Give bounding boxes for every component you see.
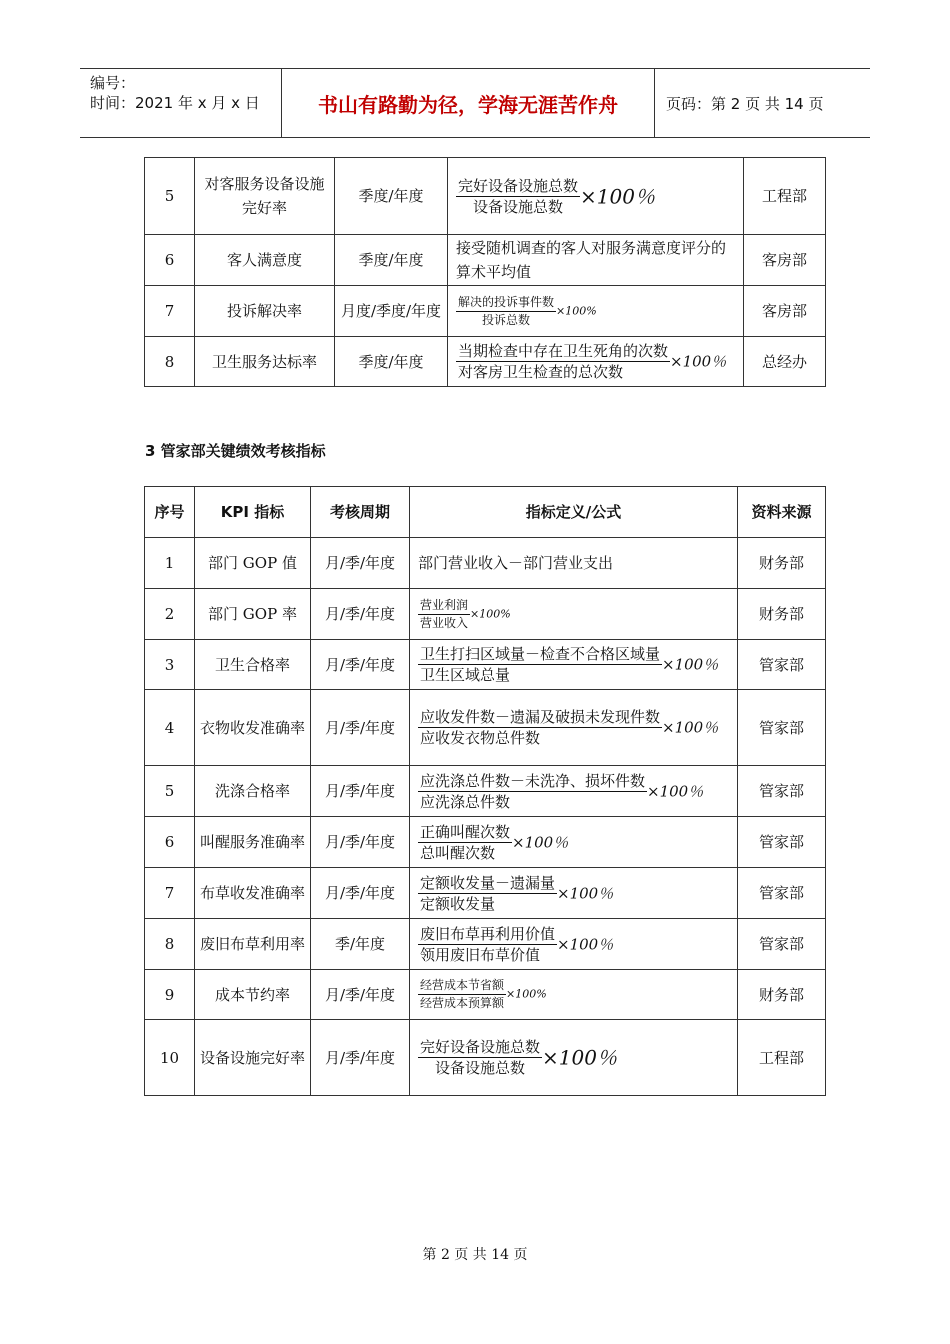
formula-numerator: 应收发件数－遗漏及破损未发现件数 (420, 708, 661, 726)
table-row (145, 1020, 826, 1096)
formula-numerator: 废旧布草再利用价值 (420, 924, 556, 943)
kpi-period: 季度/年度 (335, 337, 448, 387)
kpi-period: 季/年度 (311, 919, 410, 970)
formula-multiplier: ×100％ (670, 352, 727, 371)
kpi-formula (448, 337, 744, 387)
formula-fraction (456, 294, 556, 329)
row-number: 2 (145, 589, 195, 640)
kpi-source: 管家部 (738, 640, 826, 690)
kpi-name: 卫生合格率 (195, 640, 311, 690)
kpi-period: 季度/年度 (335, 158, 448, 235)
housekeeping-kpi-table (144, 486, 826, 1096)
formula-multiplier: ×100% (506, 987, 547, 1001)
kpi-name: 成本节约率 (195, 970, 311, 1020)
table-row (145, 970, 826, 1020)
formula-denominator: 经营成本预算额 (420, 996, 505, 1010)
table-row (145, 817, 826, 868)
doc-number-label: 编号： (90, 74, 136, 92)
kpi-formula (410, 640, 738, 690)
kpi-period: 月/季/年度 (311, 817, 410, 868)
formula-numerator: 经营成本节省额 (418, 977, 506, 995)
formula-multiplier: ×100％ (557, 884, 614, 902)
formula-fraction (418, 597, 470, 632)
kpi-name: 衣物收发准确率 (195, 690, 311, 766)
row-number: 6 (145, 817, 195, 868)
kpi-formula (410, 589, 738, 640)
table-row (145, 337, 826, 387)
page-footer: 第 2 页 共 14 页 (422, 1247, 528, 1263)
kpi-formula (410, 1020, 738, 1096)
kpi-period: 月/季/年度 (311, 868, 410, 919)
formula-denominator: 对客房卫生检查的总次数 (458, 363, 624, 381)
formula-numerator: 卫生打扫区域量－检查不合格区域量 (420, 645, 661, 663)
kpi-source: 工程部 (738, 1020, 826, 1096)
formula-multiplier: ×100% (470, 607, 511, 620)
row-number: 3 (145, 640, 195, 690)
kpi-table-continued (144, 157, 826, 387)
kpi-name: 布草收发准确率 (195, 868, 311, 919)
row-number: 6 (145, 235, 195, 286)
row-number: 7 (145, 286, 195, 337)
row-number: 1 (145, 538, 195, 589)
header-motto: 书山有路勤为径，学海无涯苦作舟 (282, 69, 655, 137)
table-row (145, 640, 826, 690)
formula-multiplier: ×100％ (542, 1045, 617, 1070)
row-number: 9 (145, 970, 195, 1020)
formula-denominator: 设备设施总数 (435, 1059, 526, 1077)
formula-denominator: 总叫醒次数 (420, 843, 496, 862)
col-header-source: 资料来源 (738, 487, 826, 538)
kpi-name: 部门 GOP 值 (195, 538, 311, 589)
kpi-formula (410, 766, 738, 817)
kpi-formula (410, 817, 738, 868)
formula-denominator: 应收发衣物总件数 (420, 729, 541, 747)
kpi-source: 管家部 (738, 868, 826, 919)
kpi-source: 财务部 (738, 538, 826, 589)
table-header-row (145, 487, 826, 538)
formula-multiplier: ×100％ (662, 655, 719, 674)
col-header-definition: 指标定义/公式 (410, 487, 738, 538)
doc-time-label: 时间：2021 年 x 月 x 日 (90, 94, 260, 112)
formula-fraction (418, 771, 647, 812)
formula-numerator: 解决的投诉事件数 (456, 294, 556, 312)
kpi-period: 季度/年度 (335, 235, 448, 286)
formula-fraction (456, 341, 670, 382)
kpi-formula (448, 158, 744, 235)
formula-numerator: 定额收发量－遗漏量 (420, 873, 556, 892)
kpi-source: 管家部 (738, 817, 826, 868)
row-number: 4 (145, 690, 195, 766)
kpi-name: 卫生服务达标率 (195, 337, 335, 387)
formula-fraction (418, 873, 557, 914)
table-row (145, 158, 826, 235)
table-row (145, 690, 826, 766)
kpi-source: 管家部 (738, 919, 826, 970)
kpi-period: 月度/季度/年度 (335, 286, 448, 337)
kpi-name: 投诉解决率 (195, 286, 335, 337)
formula-fraction (418, 707, 662, 748)
formula-fraction (456, 176, 580, 217)
formula-fraction (418, 977, 506, 1012)
formula-numerator: 应洗涤总件数－未洗净、损坏件数 (420, 771, 646, 790)
table-row (145, 766, 826, 817)
row-number: 8 (145, 337, 195, 387)
formula-denominator: 定额收发量 (420, 894, 496, 913)
formula-numerator: 完好设备设施总数 (458, 176, 579, 195)
kpi-period: 月/季/年度 (311, 1020, 410, 1096)
formula-numerator: 当期检查中存在卫生死角的次数 (458, 342, 669, 360)
formula-multiplier: ×100% (556, 304, 597, 317)
formula-multiplier: ×100％ (557, 935, 614, 953)
formula-denominator: 应洗涤总件数 (420, 792, 511, 811)
formula-multiplier: ×100％ (662, 718, 719, 737)
kpi-period: 月/季/年度 (311, 766, 410, 817)
formula-multiplier: ×100％ (580, 184, 655, 208)
kpi-formula (410, 690, 738, 766)
formula-fraction (418, 924, 557, 965)
row-number: 7 (145, 868, 195, 919)
kpi-source: 客房部 (744, 235, 826, 286)
page-header (80, 68, 870, 138)
formula-denominator: 设备设施总数 (473, 197, 564, 216)
section-title: 3 管家部关键绩效考核指标 (145, 442, 326, 460)
kpi-source: 财务部 (738, 589, 826, 640)
formula-denominator: 卫生区域总量 (420, 666, 511, 684)
kpi-name: 部门 GOP 率 (195, 589, 311, 640)
header-meta (80, 69, 282, 137)
kpi-source: 管家部 (738, 690, 826, 766)
header-page-info: 页码：第 2 页 共 14 页 (666, 94, 824, 113)
table-row (145, 919, 826, 970)
table-row (145, 589, 826, 640)
formula-multiplier: ×100％ (512, 833, 569, 851)
col-header-period: 考核周期 (311, 487, 410, 538)
kpi-source: 工程部 (744, 158, 826, 235)
kpi-name: 对客服务设备设施完好率 (195, 158, 335, 235)
formula-denominator: 营业收入 (420, 615, 469, 630)
formula-numerator: 正确叫醒次数 (420, 822, 511, 841)
table-row (145, 235, 826, 286)
formula-denominator: 领用废旧布草价值 (420, 945, 541, 964)
formula-numerator: 完好设备设施总数 (420, 1038, 541, 1056)
kpi-period: 月/季/年度 (311, 690, 410, 766)
table-row (145, 538, 826, 589)
row-number: 8 (145, 919, 195, 970)
formula-fraction (418, 644, 662, 685)
kpi-name: 洗涤合格率 (195, 766, 311, 817)
kpi-name: 废旧布草利用率 (195, 919, 311, 970)
kpi-name: 设备设施完好率 (195, 1020, 311, 1096)
kpi-source: 客房部 (744, 286, 826, 337)
kpi-source: 管家部 (738, 766, 826, 817)
kpi-formula (410, 919, 738, 970)
row-number: 5 (145, 766, 195, 817)
kpi-period: 月/季/年度 (311, 538, 410, 589)
col-header-kpi: KPI 指标 (195, 487, 311, 538)
kpi-definition: 部门营业收入－部门营业支出 (410, 538, 738, 589)
row-number: 5 (145, 158, 195, 235)
table-row (145, 868, 826, 919)
kpi-formula (410, 868, 738, 919)
kpi-definition: 接受随机调查的客人对服务满意度评分的算术平均值 (448, 235, 744, 286)
kpi-name: 叫醒服务准确率 (195, 817, 311, 868)
kpi-formula (448, 286, 744, 337)
kpi-period: 月/季/年度 (311, 589, 410, 640)
table-row (145, 286, 826, 337)
formula-denominator: 投诉总数 (482, 312, 531, 327)
kpi-name: 客人满意度 (195, 235, 335, 286)
formula-fraction (418, 1037, 542, 1078)
kpi-period: 月/季/年度 (311, 640, 410, 690)
formula-multiplier: ×100％ (647, 782, 704, 800)
kpi-source: 总经办 (744, 337, 826, 387)
formula-numerator: 营业利润 (418, 597, 470, 615)
kpi-period: 月/季/年度 (311, 970, 410, 1020)
formula-fraction (418, 822, 512, 863)
kpi-source: 财务部 (738, 970, 826, 1020)
row-number: 10 (145, 1020, 195, 1096)
kpi-formula (410, 970, 738, 1020)
col-header-number: 序号 (145, 487, 195, 538)
